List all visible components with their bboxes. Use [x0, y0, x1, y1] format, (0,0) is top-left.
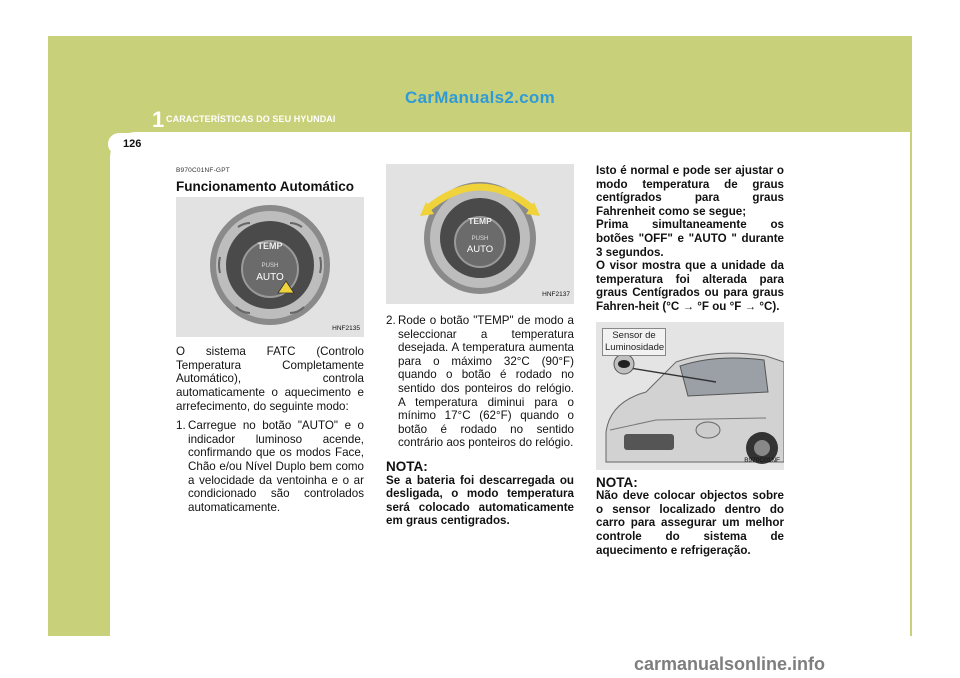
- rotate-knob-illustration: [386, 164, 574, 304]
- chapter-number: 1: [152, 107, 165, 132]
- section-heading: Funcionamento Automático: [176, 178, 354, 194]
- note-heading: NOTA:: [386, 458, 428, 474]
- knob-push-label: PUSH: [261, 263, 279, 270]
- press-instruction: Prima simultaneamente os botões "OFF" e "AUTO " durante 3 segundos.: [596, 218, 784, 259]
- fahrenheit-intro: Isto é normal e pode ser ajustar o modo temperatura de graus centígrados para graus Fahrenheit como se segue;: [596, 164, 784, 218]
- list-item-2: [386, 314, 574, 450]
- list-number: 1.: [176, 419, 186, 433]
- note-heading: NOTA:: [596, 474, 638, 490]
- watermark-bottom[interactable]: carmanualsonline.info: [634, 654, 826, 674]
- temp-knob-illustration: [176, 197, 364, 337]
- page-number: 126: [123, 138, 142, 150]
- column-1: [176, 164, 364, 514]
- figure-auto-button: [176, 197, 364, 337]
- list-text: Rode o botão "TEMP" de modo a seleccionar a temperatura desejada. A temperatura aumenta para o máximo 32°C (90°F) quando o botão é rodado no sentido dos ponteiros do relógio. A temperatura diminui para o mínimo 17°C (62°F) quando o botão é rodado no sentido contrário aos ponteiros do relógio.: [398, 314, 574, 450]
- column-2: [386, 164, 574, 528]
- figure-rotate-knob: [386, 164, 574, 304]
- figure-id: HNF2137: [542, 291, 570, 299]
- note-text: Se a bateria foi descarregada ou desligada, o modo temperatura será colocado automaticamente em graus centigrados.: [386, 473, 574, 528]
- sensor-label: Sensor de Luminosidade: [602, 328, 666, 356]
- figure-id: HNF2135: [332, 324, 360, 332]
- light-sensor-icon: [618, 360, 630, 368]
- knob-temp-label: TEMP: [468, 216, 492, 226]
- knob-temp-label: TEMP: [257, 241, 283, 252]
- note-text: Não deve colocar objectos sobre o sensor localizado dentro do carro para assegurar um melhor controle do sistema de aquecimento e refrigeração.: [596, 489, 784, 557]
- figure-car-sensor: [596, 322, 784, 470]
- knob-auto-label: AUTO: [256, 272, 284, 284]
- display-instruction: O visor mostra que a unidade da temperatura foi alterada para graus Centígrados ou para graus Fahren-heit (°C → °F ou °F → °C).: [596, 259, 784, 313]
- knob-auto-label: AUTO: [466, 244, 494, 255]
- watermark-top[interactable]: CarManuals2.com: [405, 88, 555, 107]
- intro-paragraph: O sistema FATC (Controlo Temperatura Completamente Automático), controla automaticamente o aquecimento e arrefecimento, do seguinte modo:: [176, 345, 364, 413]
- list-item-1: [176, 419, 364, 514]
- column-3: [596, 164, 784, 557]
- list-text: Carregue no botão "AUTO" e o indicador luminoso acende, confirmando que os modos Face, Chão e/ou Nível Duplo bem como a velocidade da ventoinha e o ar condicionado são controlados automaticamente.: [188, 419, 364, 514]
- knob-push-label: PUSH: [471, 236, 489, 242]
- chapter-title: CARACTERÍSTICAS DO SEU HYUNDAI: [166, 114, 336, 124]
- list-number: 2.: [386, 314, 396, 327]
- section-code: B970C01NF-GPT: [176, 167, 230, 174]
- figure-id: B970C01NF: [744, 456, 780, 464]
